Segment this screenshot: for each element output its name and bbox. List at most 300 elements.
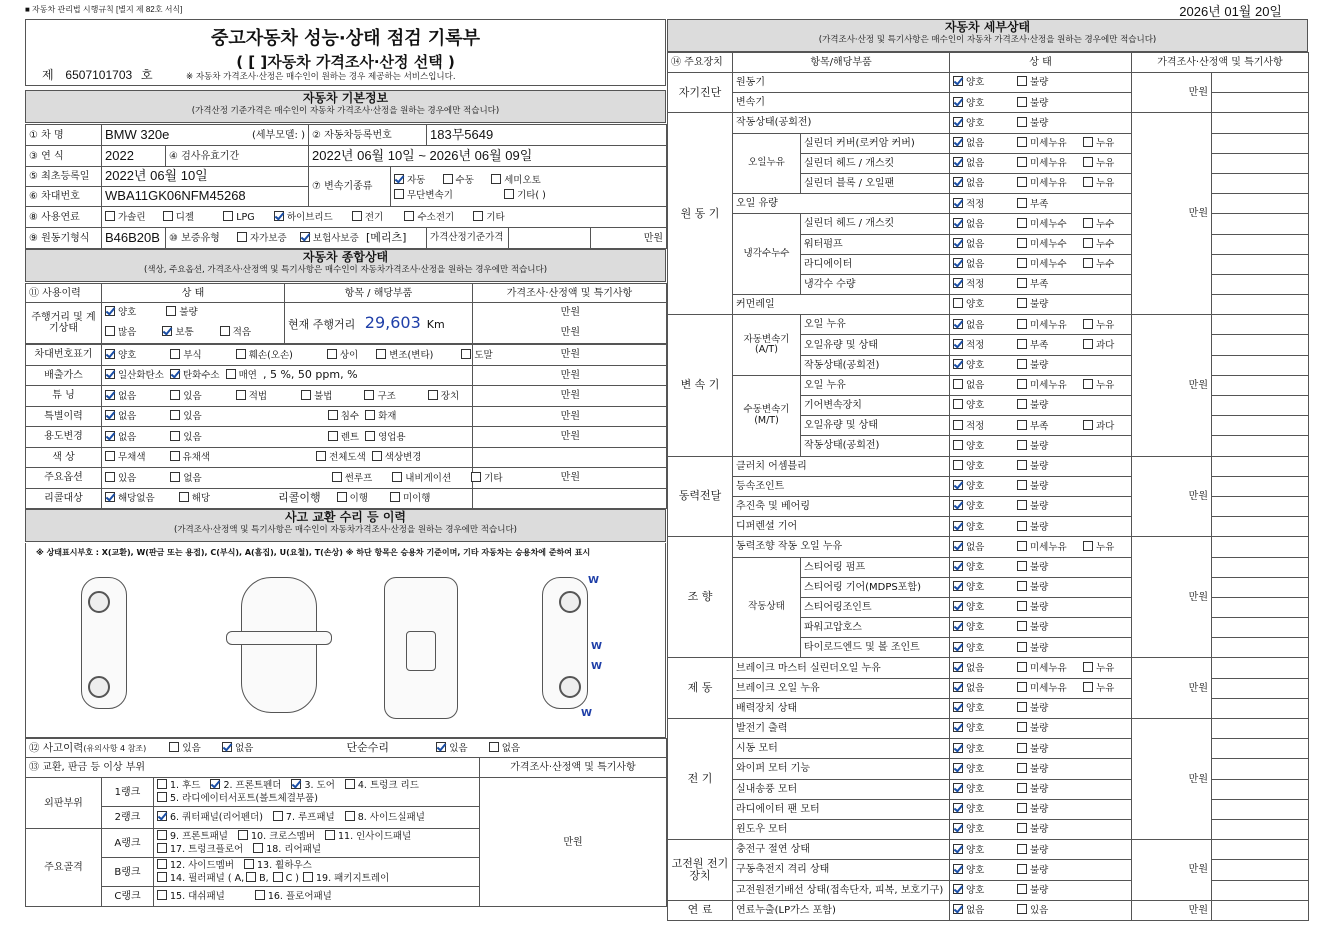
recall2-checkbox[interactable] — [337, 492, 347, 502]
detail-note[interactable] — [1212, 799, 1309, 819]
detail-note[interactable] — [1212, 496, 1309, 516]
detail-note[interactable] — [1212, 658, 1309, 678]
status-checkbox[interactable] — [953, 521, 963, 531]
color-checkbox[interactable] — [105, 451, 115, 461]
detail-note[interactable] — [1212, 557, 1309, 577]
detail-item: 추진축 및 베어링 — [733, 496, 950, 516]
part-checkbox[interactable] — [255, 890, 265, 900]
status-checkbox[interactable] — [1017, 823, 1027, 833]
opt-label: 불량 — [1030, 521, 1049, 533]
option-checkbox[interactable] — [105, 472, 115, 482]
detail-item: 와이퍼 모터 기능 — [733, 759, 950, 779]
status-checkbox[interactable] — [953, 581, 963, 591]
price-label: 가격산정기준가격 — [427, 228, 509, 249]
status-checkbox[interactable] — [953, 218, 963, 228]
detail-note[interactable] — [1212, 476, 1309, 496]
plate-options — [102, 345, 493, 366]
status-checkbox[interactable] — [953, 884, 963, 894]
tuning-checkbox[interactable] — [105, 390, 115, 400]
emission-won: 만원 — [473, 365, 667, 386]
status-checkbox[interactable] — [953, 601, 963, 611]
detail-note[interactable] — [1212, 618, 1309, 638]
status-checkbox[interactable] — [1017, 137, 1027, 147]
valid-label: ④ 검사유효기간 — [166, 146, 309, 167]
status-checkbox[interactable] — [1017, 662, 1027, 672]
status-checkbox[interactable] — [1017, 258, 1027, 268]
detail-note[interactable] — [1212, 678, 1309, 698]
status-checkbox[interactable] — [1017, 621, 1027, 631]
opt-label: 불량 — [1030, 804, 1049, 816]
part-checkbox[interactable] — [157, 779, 167, 789]
plate-checkbox[interactable] — [105, 349, 115, 359]
status-checkbox[interactable] — [1083, 157, 1093, 167]
emission-checkbox[interactable] — [170, 369, 180, 379]
status-checkbox[interactable] — [1083, 238, 1093, 248]
detail-note[interactable] — [1212, 577, 1309, 597]
status-checkbox[interactable] — [953, 258, 963, 268]
status-checkbox[interactable] — [1017, 359, 1027, 369]
device-group-label: 원 동 기 — [668, 113, 733, 315]
status-checkbox[interactable] — [953, 117, 963, 127]
opt-label: 누수 — [1096, 218, 1115, 230]
status-checkbox[interactable] — [1017, 642, 1027, 652]
part-checkbox[interactable] — [291, 779, 301, 789]
status-checkbox[interactable] — [953, 177, 963, 187]
status-checkbox[interactable] — [953, 702, 963, 712]
detail-won: 만원 — [1132, 840, 1212, 901]
detail-item: 냉각수 수량 — [801, 274, 950, 294]
device-group-label: 자기진단 — [668, 73, 733, 113]
detail-item: 작동상태(공회전) — [801, 355, 950, 375]
title-block — [25, 19, 666, 86]
opt-label: 훼손(오손) — [248, 349, 293, 361]
opt-label: C ) — [285, 873, 300, 884]
detail-note[interactable] — [1212, 295, 1309, 315]
status-checkbox[interactable] — [953, 864, 963, 874]
trans-label: ⑦ 변속기종류 — [309, 167, 391, 207]
detail-note[interactable] — [1212, 194, 1309, 214]
trans-semi-checkbox[interactable] — [491, 174, 501, 184]
vin: WBA11GK06NFM45268 — [102, 187, 309, 207]
option-checkbox[interactable] — [392, 472, 402, 482]
gauge-good-checkbox[interactable] — [105, 306, 115, 316]
tuning-checkbox[interactable] — [301, 390, 311, 400]
status-checkbox[interactable] — [953, 440, 963, 450]
status-checkbox[interactable] — [1017, 541, 1027, 551]
opt-label: 없음 — [966, 319, 985, 331]
status-checkbox[interactable] — [953, 904, 963, 914]
detail-item: 라디에이터 — [801, 254, 950, 274]
part-checkbox[interactable] — [157, 859, 167, 869]
opt-label: 많음 — [118, 327, 137, 338]
opt-label: 불량 — [179, 307, 198, 318]
mileage-cell — [285, 303, 473, 344]
detail-item: 변속기 — [733, 93, 950, 113]
fuel-checkbox[interactable] — [105, 211, 115, 221]
mileage-low-checkbox[interactable] — [220, 326, 230, 336]
opt-label: 미세누유 — [1030, 380, 1067, 392]
plate-checkbox[interactable] — [461, 349, 471, 359]
detail-note[interactable] — [1212, 517, 1309, 537]
detail-status — [950, 375, 1132, 395]
status-checkbox[interactable] — [953, 682, 963, 692]
opt-label: 미세누유 — [1030, 158, 1067, 170]
fuel-checkbox[interactable] — [404, 211, 414, 221]
special-checkbox[interactable] — [365, 410, 375, 420]
status-checkbox[interactable] — [1017, 399, 1027, 409]
simple-yes-checkbox[interactable] — [436, 742, 446, 752]
status-checkbox[interactable] — [953, 541, 963, 551]
fuel-checkbox[interactable] — [352, 211, 362, 221]
part-checkbox[interactable] — [273, 872, 283, 882]
part-checkbox[interactable] — [157, 830, 167, 840]
status-checkbox[interactable] — [953, 399, 963, 409]
detail-status — [950, 496, 1132, 516]
opt-label: 누유 — [1096, 158, 1115, 170]
trans-manual-checkbox[interactable] — [443, 174, 453, 184]
status-checkbox[interactable] — [1017, 763, 1027, 773]
device-group-label: 고전원 전기장치 — [668, 840, 733, 901]
device-group-label: 조 향 — [668, 537, 733, 658]
warranty-self-checkbox[interactable] — [237, 232, 247, 242]
mileage-normal-checkbox[interactable] — [162, 326, 172, 336]
recall2-checkbox[interactable] — [390, 492, 400, 502]
plate-checkbox[interactable] — [236, 349, 246, 359]
part-checkbox[interactable] — [253, 843, 263, 853]
usage-checkbox[interactable] — [105, 431, 115, 441]
gauge-bad-checkbox[interactable] — [166, 306, 176, 316]
detail-note[interactable] — [1212, 779, 1309, 799]
detail-won: 만원 — [1132, 315, 1212, 456]
status-checkbox[interactable] — [1017, 76, 1027, 86]
status-checkbox[interactable] — [953, 803, 963, 813]
status-checkbox[interactable] — [1017, 581, 1027, 591]
part-checkbox[interactable] — [345, 779, 355, 789]
detail-status — [950, 597, 1132, 617]
status-checkbox[interactable] — [953, 662, 963, 672]
usage-checkbox[interactable] — [328, 431, 338, 441]
trans-etc-checkbox[interactable] — [504, 189, 514, 199]
status-checkbox[interactable] — [1083, 379, 1093, 389]
part-checkbox[interactable] — [157, 890, 167, 900]
detail-won: 만원 — [1132, 719, 1212, 840]
usage-checkbox[interactable] — [170, 431, 180, 441]
color-checkbox[interactable] — [316, 451, 326, 461]
color-checkbox[interactable] — [170, 451, 180, 461]
detail-note[interactable] — [1212, 759, 1309, 779]
status-checkbox[interactable] — [1017, 480, 1027, 490]
status-checkbox[interactable] — [1083, 662, 1093, 672]
won: 만원 — [560, 307, 580, 318]
detail-note[interactable] — [1212, 900, 1309, 920]
opt-label: 불량 — [1030, 642, 1049, 654]
tuning-label: 튜 닝 — [26, 386, 102, 407]
status-checkbox[interactable] — [1017, 339, 1027, 349]
status-checkbox[interactable] — [1083, 420, 1093, 430]
plate-checkbox[interactable] — [327, 349, 337, 359]
status-checkbox[interactable] — [1083, 339, 1093, 349]
detail-note[interactable] — [1212, 396, 1309, 416]
opt-label: 누수 — [1096, 238, 1115, 250]
status-checkbox[interactable] — [953, 844, 963, 854]
rankC-items — [154, 887, 480, 907]
acc-yes-checkbox[interactable] — [169, 742, 179, 752]
trans-auto-checkbox[interactable] — [394, 174, 404, 184]
status-checkbox[interactable] — [953, 137, 963, 147]
part-checkbox[interactable] — [273, 811, 283, 821]
detail-item: 커먼레일 — [733, 295, 950, 315]
outer-label: 외판부위 — [26, 778, 102, 829]
detail-note[interactable] — [1212, 597, 1309, 617]
won: 만원 — [560, 327, 580, 338]
detail-note[interactable] — [1212, 638, 1309, 658]
status-legend: ※ 상태표시부호 : X(교환), W(판금 또는 용접), C(부식), A(흠집), U(요철), T(손상) ※ 하단 항목은 승용차 기준이며, 기타 자동차는 승용차에 준하여 표시 — [36, 548, 591, 557]
status-checkbox[interactable] — [1017, 561, 1027, 571]
opt-label: 없음 — [966, 137, 985, 149]
tuning-checkbox[interactable] — [236, 390, 246, 400]
special-options — [102, 406, 473, 427]
status-checkbox[interactable] — [1017, 238, 1027, 248]
status-checkbox[interactable] — [953, 339, 963, 349]
detail-note[interactable] — [1212, 739, 1309, 759]
status-checkbox[interactable] — [953, 198, 963, 208]
status-checkbox[interactable] — [1017, 884, 1027, 894]
detail-note[interactable] — [1212, 698, 1309, 718]
simple-no-checkbox[interactable] — [489, 742, 499, 752]
status-checkbox[interactable] — [953, 298, 963, 308]
status-checkbox[interactable] — [1017, 379, 1027, 389]
status-checkbox[interactable] — [953, 621, 963, 631]
opt-label: 불량 — [1030, 117, 1049, 129]
detail-status — [950, 73, 1132, 93]
usage-options — [102, 427, 473, 448]
option-checkbox[interactable] — [332, 472, 342, 482]
device-group-label: 제 동 — [668, 658, 733, 719]
status-checkbox[interactable] — [1017, 500, 1027, 510]
status-checkbox[interactable] — [1017, 440, 1027, 450]
status-checkbox[interactable] — [953, 763, 963, 773]
status-checkbox[interactable] — [953, 722, 963, 732]
status-checkbox[interactable] — [953, 783, 963, 793]
status-checkbox[interactable] — [1017, 278, 1027, 288]
opt-label: 양호 — [966, 804, 985, 816]
device-group-label: 연 료 — [668, 900, 733, 920]
detail-note[interactable] — [1212, 355, 1309, 375]
part-checkbox[interactable] — [238, 830, 248, 840]
status-checkbox[interactable] — [1017, 864, 1027, 874]
part-checkbox[interactable] — [157, 872, 167, 882]
emission-checkbox[interactable] — [105, 369, 115, 379]
detail-status — [950, 153, 1132, 173]
tuning-checkbox[interactable] — [364, 390, 374, 400]
tuning-checkbox[interactable] — [428, 390, 438, 400]
detail-note[interactable] — [1212, 254, 1309, 274]
detail-note[interactable] — [1212, 840, 1309, 860]
status-checkbox[interactable] — [953, 157, 963, 167]
status-checkbox[interactable] — [953, 460, 963, 470]
doc-subtitle: ( [ ]자동차 가격조사·산정 선택 ) — [236, 53, 455, 71]
detail-item: 파워고압호스 — [801, 618, 950, 638]
special-checkbox[interactable] — [105, 410, 115, 420]
status-checkbox[interactable] — [953, 642, 963, 652]
status-checkbox[interactable] — [953, 561, 963, 571]
status-checkbox[interactable] — [953, 480, 963, 490]
status-checkbox[interactable] — [1017, 319, 1027, 329]
status-checkbox[interactable] — [1083, 319, 1093, 329]
status-checkbox[interactable] — [1017, 460, 1027, 470]
status-checkbox[interactable] — [1017, 702, 1027, 712]
status-checkbox[interactable] — [953, 97, 963, 107]
detail-note[interactable] — [1212, 214, 1309, 234]
detail-note[interactable] — [1212, 93, 1309, 113]
recall-checkbox[interactable] — [179, 492, 189, 502]
car-mirror-bar — [226, 631, 332, 645]
acc-no-checkbox[interactable] — [222, 742, 232, 752]
status-checkbox[interactable] — [1017, 117, 1027, 127]
detail-note[interactable] — [1212, 860, 1309, 880]
detail-note[interactable] — [1212, 153, 1309, 173]
status-checkbox[interactable] — [953, 359, 963, 369]
detail-note[interactable] — [1212, 234, 1309, 254]
detail-note[interactable] — [1212, 416, 1309, 436]
warranty-label: ⑩ 보증유형 — [169, 232, 220, 244]
part-checkbox[interactable] — [325, 830, 335, 840]
status-checkbox[interactable] — [953, 238, 963, 248]
status-checkbox[interactable] — [1083, 137, 1093, 147]
status-checkbox[interactable] — [1017, 904, 1027, 914]
detail-note[interactable] — [1212, 173, 1309, 193]
detail-status — [950, 295, 1132, 315]
option-checkbox[interactable] — [170, 472, 180, 482]
fuel-checkbox[interactable] — [473, 211, 483, 221]
part-checkbox[interactable] — [246, 872, 256, 882]
emission-checkbox[interactable] — [226, 369, 236, 379]
trans-options — [391, 167, 667, 207]
status-checkbox[interactable] — [1017, 783, 1027, 793]
plate-checkbox[interactable] — [170, 349, 180, 359]
detail-table-wrap — [667, 52, 1308, 921]
opt-label: LPG — [236, 211, 255, 223]
opt-label: 양호 — [966, 521, 985, 533]
status-checkbox[interactable] — [953, 319, 963, 329]
status-checkbox[interactable] — [1017, 420, 1027, 430]
opt-label: 없음 — [966, 238, 985, 250]
status-checkbox[interactable] — [953, 823, 963, 833]
status-checkbox[interactable] — [1017, 521, 1027, 531]
opt-label: 매연 — [238, 370, 257, 382]
status-checkbox[interactable] — [1017, 743, 1027, 753]
status-checkbox[interactable] — [953, 379, 963, 389]
detail-status — [950, 658, 1132, 678]
detail-item: 고전원전기배선 상태(접속단자, 피복, 보호기구) — [733, 880, 950, 900]
detail-item: 스티어링 펌프 — [801, 557, 950, 577]
status-checkbox[interactable] — [1017, 97, 1027, 107]
status-checkbox[interactable] — [1083, 218, 1093, 228]
opt-label: 적정 — [966, 279, 985, 291]
opt-label: 양호 — [966, 864, 985, 876]
accident-header-sub: (가격조사·산정액 및 특기사항은 매수인이 자동차가격조사·산정을 원하는 경우에만 적습니다) — [174, 525, 517, 535]
detail-note[interactable] — [1212, 73, 1309, 93]
status-checkbox[interactable] — [1017, 601, 1027, 611]
status-checkbox[interactable] — [1017, 198, 1027, 208]
opt-label: 수동 — [455, 174, 474, 186]
part-checkbox[interactable] — [244, 859, 254, 869]
status-checkbox[interactable] — [953, 278, 963, 288]
status-checkbox[interactable] — [1017, 803, 1027, 813]
status-checkbox[interactable] — [1017, 722, 1027, 732]
detail-note[interactable] — [1212, 133, 1309, 153]
warranty-ins-checkbox[interactable] — [300, 232, 310, 242]
detail-note[interactable] — [1212, 819, 1309, 839]
opt-label: 17. 트렁크플로어 — [170, 844, 244, 855]
status-checkbox[interactable] — [1083, 682, 1093, 692]
status-checkbox[interactable] — [1017, 177, 1027, 187]
detail-note[interactable] — [1212, 456, 1309, 476]
opt-label: 13. 휠하우스 — [257, 860, 312, 871]
detail-item: 작동상태(공회전) — [733, 113, 950, 133]
detail-note[interactable] — [1212, 375, 1309, 395]
fuel-checkbox[interactable] — [274, 211, 284, 221]
detail-note[interactable] — [1212, 274, 1309, 294]
part-checkbox[interactable] — [345, 811, 355, 821]
issue-date: 2026년 01월 20일 — [1179, 4, 1282, 19]
status-checkbox[interactable] — [1083, 541, 1093, 551]
fuel-checkbox[interactable] — [223, 211, 233, 221]
emission-values: , 5 %, 50 ppm, % — [262, 368, 358, 382]
detail-won: 만원 — [1132, 73, 1212, 113]
opt-label: 장치 — [440, 390, 460, 402]
recall-checkbox[interactable] — [105, 492, 115, 502]
detail-note[interactable] — [1212, 880, 1309, 900]
opt-label: 과다 — [1096, 339, 1115, 351]
opt-label: 16. 플로어패널 — [267, 891, 332, 903]
usage-checkbox[interactable] — [365, 431, 375, 441]
part-checkbox[interactable] — [303, 872, 313, 882]
detail-note[interactable] — [1212, 113, 1309, 133]
status-checkbox[interactable] — [1017, 218, 1027, 228]
detail-note[interactable] — [1212, 315, 1309, 335]
special-checkbox[interactable] — [328, 410, 338, 420]
status-checkbox[interactable] — [1017, 844, 1027, 854]
status-checkbox[interactable] — [953, 420, 963, 430]
status-checkbox[interactable] — [953, 500, 963, 510]
status-checkbox[interactable] — [1083, 177, 1093, 187]
status-checkbox[interactable] — [1017, 682, 1027, 692]
special-checkbox[interactable] — [170, 410, 180, 420]
status-checkbox[interactable] — [1083, 258, 1093, 268]
plate-checkbox[interactable] — [376, 349, 386, 359]
part-checkbox[interactable] — [210, 779, 220, 789]
status-checkbox[interactable] — [1017, 298, 1027, 308]
status-checkbox[interactable] — [953, 743, 963, 753]
fuel-checkbox[interactable] — [163, 211, 173, 221]
tuning-checkbox[interactable] — [170, 390, 180, 400]
detail-note[interactable] — [1212, 719, 1309, 739]
part-checkbox[interactable] — [157, 792, 167, 802]
detail-note[interactable] — [1212, 335, 1309, 355]
detail-note[interactable] — [1212, 537, 1309, 557]
detail-status — [950, 315, 1132, 335]
trans-cvt-checkbox[interactable] — [394, 189, 404, 199]
status-checkbox[interactable] — [1017, 157, 1027, 167]
status-checkbox[interactable] — [953, 76, 963, 86]
detail-note[interactable] — [1212, 436, 1309, 456]
option-checkbox[interactable] — [471, 472, 481, 482]
mileage-high-checkbox[interactable] — [105, 326, 115, 336]
color-checkbox[interactable] — [372, 451, 382, 461]
part-checkbox[interactable] — [157, 811, 167, 821]
part-checkbox[interactable] — [157, 843, 167, 853]
